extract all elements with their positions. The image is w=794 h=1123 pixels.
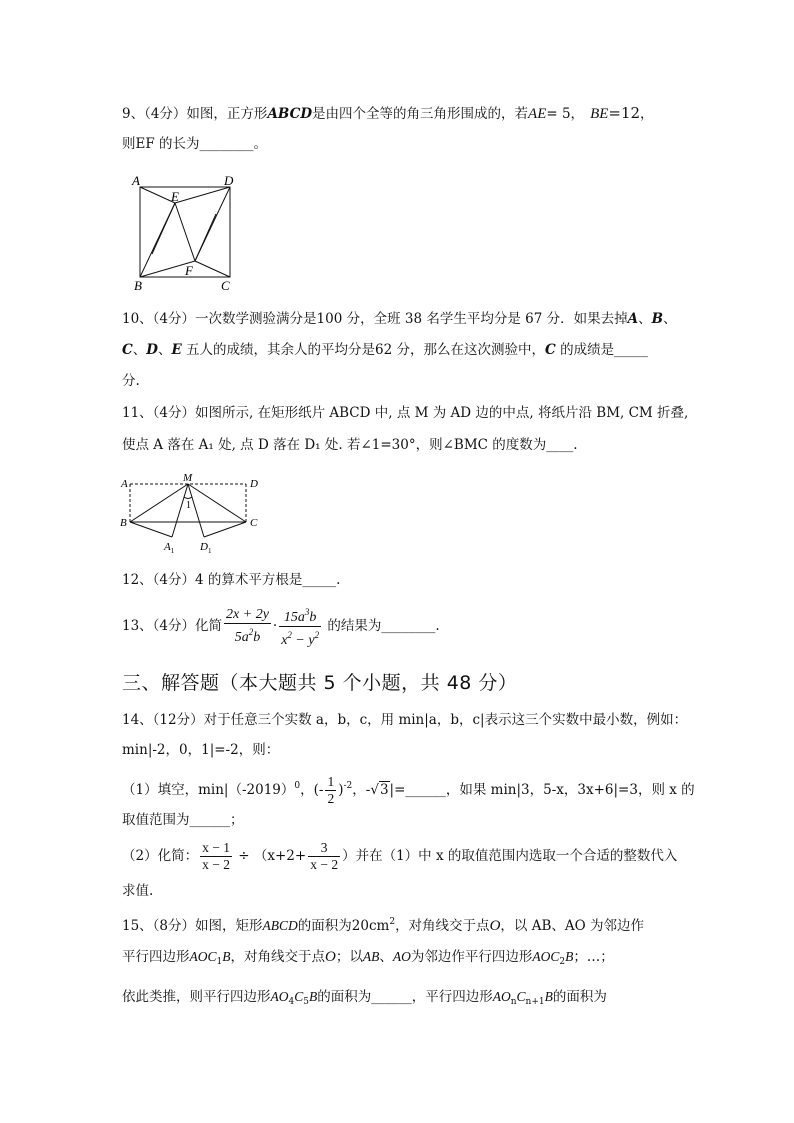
label-d: D bbox=[250, 478, 258, 490]
label-a1: $A_1$ bbox=[164, 541, 175, 555]
label-f: F bbox=[185, 263, 193, 278]
q13-fraction-2: $\frac{15a^3b}{x^2 - y^2}$ bbox=[279, 604, 321, 649]
q12-line: 12、（4分）4 的算术平方根是_____. bbox=[122, 572, 341, 588]
q9-square-figure bbox=[126, 170, 246, 294]
label-b: B bbox=[120, 517, 127, 529]
angle-1-arc bbox=[184, 497, 192, 499]
q10-line2: C、D、E 五人的成绩，其余人的平均分是62 分，那么在这次测验中，C 的成绩是_____ bbox=[122, 342, 648, 358]
q14-part2: （2）化简： $\frac{x - 1}{x - 2}$ ÷ （x+2+ $\frac{3}{x - 2}$ ）并在（1）中 x 的取值范围内选取一个合适的整数代入 bbox=[122, 840, 678, 872]
q9-line2: 则EF 的长为________。 bbox=[122, 136, 268, 152]
section-3-title: 三、解答题（本大题共 5 个小题，共 48 分） bbox=[122, 672, 518, 694]
q11-fold-figure bbox=[116, 470, 266, 556]
label-a: A bbox=[132, 173, 140, 188]
label-m: M bbox=[183, 472, 193, 484]
fold-cm bbox=[188, 484, 246, 522]
q14-line4: 取值范围为______； bbox=[122, 812, 244, 828]
q11-line1: 11、（4分）如图所示, 在矩形纸片 ABCD 中, 点 M 为 AD 边的中点, 将纸片沿 BM, CM 折叠, bbox=[122, 405, 689, 421]
segment-f-right bbox=[195, 214, 216, 261]
q14-fraction-1: $\frac{x - 1}{x - 2}$ bbox=[202, 840, 230, 872]
label-b: B bbox=[134, 278, 142, 293]
q14-line1: 14、（12分）对于任意三个实数 a，b，c，用 min|a，b，c|表示这三个实数中最小数，例如： bbox=[122, 712, 688, 728]
label-d: D bbox=[224, 173, 234, 188]
segment-be bbox=[140, 203, 175, 277]
q15-line3: 依此类推，则平行四边形$AO_4C_5B$的面积为______，平行四边形$AO_nC_{n+1}B$的面积为 bbox=[122, 989, 607, 1007]
label-a: A bbox=[121, 478, 128, 490]
segment-ba1 bbox=[130, 522, 172, 537]
segment-fc bbox=[195, 261, 230, 277]
q10-line1: 10、（4分）一次数学测验满分是100 分，全班 38 名学生平均分是 67 分．如果去掉A、B、 bbox=[122, 311, 677, 327]
q13-fraction-1: $\frac{2x + 2y}{5a^2b}$ bbox=[226, 607, 269, 645]
segment-de bbox=[175, 187, 230, 203]
q14-line2: min|-2，0，1|=-2，则： bbox=[122, 742, 280, 758]
q10-line3: 分. bbox=[122, 373, 140, 389]
q14-part1: （1）填空，$\min|(-2019)^0$，(- $\frac{1}{2}$ )$^{-2}$，-√3|=______，如果 min|3，5-x，3x+6|=3，则 x 的 bbox=[122, 774, 695, 806]
label-angle-1: 1 bbox=[186, 500, 191, 511]
q15-line1: 15、（8分）如图，矩形ABCD的面积为$20cm^2$，对角线交于点O，以 AB、AO 为邻边作 bbox=[122, 917, 644, 934]
segment-cd1 bbox=[204, 522, 246, 537]
q13-line: 13、（4分）化简 $\frac{2x + 2y}{5a^2b}$ · $\frac{15a^3b}{x^2 - y^2}$ 的结果为________. bbox=[122, 604, 440, 649]
fold-bm bbox=[130, 484, 188, 522]
q15-line2: 平行四边形$AOC_1B$，对角线交于点O；以AB、AO为邻边作平行四边形$AOC_2B$；…； bbox=[122, 949, 614, 967]
label-d1: $D_1$ bbox=[200, 541, 212, 555]
q14-fraction-2: $\frac{3}{x - 2}$ bbox=[310, 840, 339, 872]
label-e: E bbox=[171, 189, 179, 204]
q14-line6: 求值. bbox=[122, 883, 154, 899]
segment-ae bbox=[140, 187, 175, 203]
segment-ef bbox=[175, 203, 195, 261]
label-c: C bbox=[221, 278, 230, 293]
q11-line2: 使点 A 落在 A₁ 处, 点 D 落在 D₁ 处. 若∠1=30°，则∠BMC 的度数为____. bbox=[122, 437, 578, 453]
q9-line1: 9、（4分）如图，正方形ABCD是由四个全等的角三角形围成的，若AE= 5， BE=12， bbox=[122, 104, 654, 122]
label-c: C bbox=[250, 517, 258, 529]
q14-half-fraction: $\frac{1}{2}$ bbox=[327, 774, 335, 806]
